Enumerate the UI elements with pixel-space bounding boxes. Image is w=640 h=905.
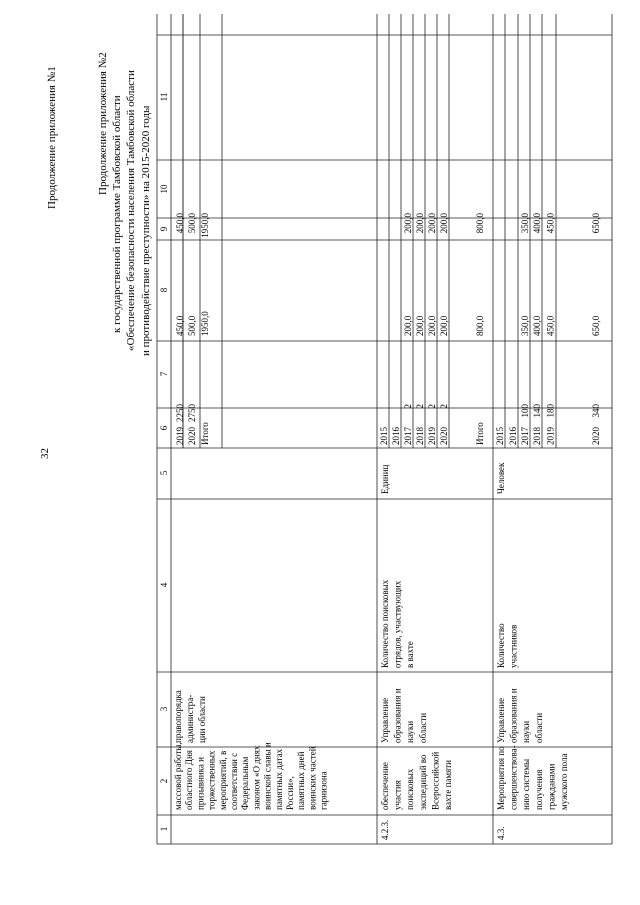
row-year: Итого xyxy=(475,422,485,445)
measure-name-line: Федеральным xyxy=(240,756,251,810)
row-year: 2016 xyxy=(391,427,401,445)
row-year: 2017 xyxy=(520,427,530,445)
executor-line: науки xyxy=(405,720,416,743)
continuation-title-1: Продолжение приложения №1 xyxy=(46,66,58,209)
measure-name-line: областного Дня xyxy=(184,750,195,810)
column-number-7: 7 xyxy=(159,371,169,377)
row-col7: 450,0 xyxy=(545,315,556,336)
measure-name-line: Всероссийской xyxy=(430,751,441,810)
row-col7: 350,0 xyxy=(520,315,530,336)
row-value: 2 xyxy=(415,404,425,409)
row-col10: 400,0 xyxy=(532,213,542,234)
measure-name-line: гражданами xyxy=(546,763,557,810)
item-number: 4.2.3. xyxy=(380,819,390,840)
column-number-4: 4 xyxy=(159,582,169,588)
row-year: 2018 xyxy=(415,427,425,445)
row-year: 2019 xyxy=(427,427,437,445)
column-number-5: 5 xyxy=(159,470,169,476)
row-col7: 200,0 xyxy=(439,315,449,336)
executor-line: области xyxy=(417,712,428,743)
executor-line: правопорядка xyxy=(173,690,183,743)
column-number-9: 9 xyxy=(159,226,169,232)
measure-name-line: Мероприятия по xyxy=(496,746,506,810)
executor-line: образования и xyxy=(392,688,403,743)
program-header-line-2: «Обеспечение безопасности населения Тамбовской области xyxy=(125,70,137,351)
indicator-value: 2750 xyxy=(187,404,197,422)
row-col7: 200,0 xyxy=(427,315,437,336)
indicator-name-line: Количество поисковых xyxy=(380,579,390,668)
measure-name-line: поисковых xyxy=(405,768,416,810)
row-value: 140 xyxy=(532,404,542,418)
column-number-10: 10 xyxy=(159,184,169,194)
program-header-line-3: и противодействие преступности» на 2015-2020 годы xyxy=(140,105,152,356)
row-year: 2019 xyxy=(545,427,556,445)
indicator-name-line: Количество xyxy=(496,623,506,668)
row-col10: 200,0 xyxy=(403,213,413,234)
row-col10: 650,0 xyxy=(591,213,601,234)
row-col10: 200,0 xyxy=(415,213,425,234)
year-cell: 2019 xyxy=(175,427,185,445)
measure-name-line: мужского пола xyxy=(559,753,569,810)
executor-line: ции области xyxy=(197,696,207,743)
measure-name-line: получения xyxy=(533,769,544,810)
indicator-value: 2250 xyxy=(175,404,185,422)
item-number: 4.3. xyxy=(496,826,506,840)
executor-line: области xyxy=(533,712,544,743)
measure-name-line: призывника и xyxy=(195,757,206,810)
unit-cell: Человек xyxy=(496,462,506,494)
measure-name-line: воинской славы и xyxy=(262,742,273,810)
executor-line: администра- xyxy=(185,694,195,743)
row-year: 2020 xyxy=(591,427,601,445)
indicator-name-line: отрядов, участвующих xyxy=(392,580,403,668)
measure-name-line: памятных датах xyxy=(273,748,284,810)
row-value: 2 xyxy=(427,404,437,409)
column-number-3: 3 xyxy=(159,706,169,712)
measure-name-line: вахте памяти xyxy=(443,760,453,810)
col10-value: 1950,0 xyxy=(200,213,210,238)
row-value: 340 xyxy=(591,404,601,418)
col10-value: 500,0 xyxy=(187,213,197,234)
measure-name-line: совершенствова- xyxy=(508,745,519,810)
measure-name-line: экспедиций во xyxy=(417,754,428,810)
row-col10: 350,0 xyxy=(520,213,530,234)
measure-name-line: памятных дней xyxy=(296,751,307,810)
row-year: 2020 xyxy=(439,427,449,445)
executor-line: науки xyxy=(521,720,532,743)
program-header-line-1: к государственной программе Тамбовской области xyxy=(111,95,123,333)
row-col10: 800,0 xyxy=(475,213,485,234)
measure-name-line: гарнизона xyxy=(318,771,329,810)
measure-name-line: обеспечение xyxy=(380,762,390,810)
row-col10: 200,0 xyxy=(427,213,437,234)
row-year: 2017 xyxy=(403,427,413,445)
row-col7: 200,0 xyxy=(415,315,425,336)
measure-name-line: воинских частей xyxy=(307,746,318,810)
row-year: 2015 xyxy=(495,427,505,445)
col10-value: 450,0 xyxy=(175,213,185,234)
page-number: 32 xyxy=(39,448,51,459)
column-number-1: 1 xyxy=(159,826,169,832)
row-col7: 800,0 xyxy=(475,315,485,336)
measure-name-line: соответствии с xyxy=(229,752,239,810)
col7-value: 1950,0 xyxy=(200,311,210,336)
measure-name-line: торжественных xyxy=(206,750,217,810)
row-col10: 200,0 xyxy=(439,213,449,234)
measure-name-line: участия xyxy=(392,780,403,810)
executor-line: Управление xyxy=(380,697,390,743)
row-col7: 400,0 xyxy=(532,315,542,336)
measure-name-line: России», xyxy=(285,776,295,810)
row-value: 100 xyxy=(520,404,530,418)
measure-name-line: мероприятий, в xyxy=(217,750,228,810)
indicator-name-line: участников xyxy=(508,624,519,668)
row-value: 180 xyxy=(545,404,556,418)
column-number-2: 2 xyxy=(159,778,169,784)
row-value: 2 xyxy=(403,404,413,409)
executor-line: образования и xyxy=(508,688,519,743)
executor-line: Управление xyxy=(496,697,506,743)
row-col7: 200,0 xyxy=(403,315,413,336)
column-number-8: 8 xyxy=(159,287,169,293)
col7-value: 500,0 xyxy=(187,315,197,336)
year-cell: 2020 xyxy=(187,427,197,445)
indicator-name-line: в вахте xyxy=(405,641,416,668)
unit-cell: Единиц xyxy=(380,464,390,494)
measure-name-line: законом «О днях xyxy=(251,745,262,810)
row-year: 2016 xyxy=(507,427,518,445)
row-col7: 650,0 xyxy=(591,315,601,336)
column-number-11: 11 xyxy=(159,92,169,102)
row-year: 2015 xyxy=(379,427,389,445)
continuation-title-2: Продолжение приложения №2 xyxy=(97,52,109,195)
year-cell: Итого xyxy=(200,422,210,445)
row-col10: 450,0 xyxy=(545,213,556,234)
row-year: 2018 xyxy=(532,427,542,445)
column-number-6: 6 xyxy=(159,425,169,431)
measure-name-line: массовой работы, xyxy=(173,742,183,810)
row-value: 2 xyxy=(439,404,449,409)
measure-name-line: нию системы xyxy=(521,758,532,810)
col7-value: 450,0 xyxy=(175,315,185,336)
